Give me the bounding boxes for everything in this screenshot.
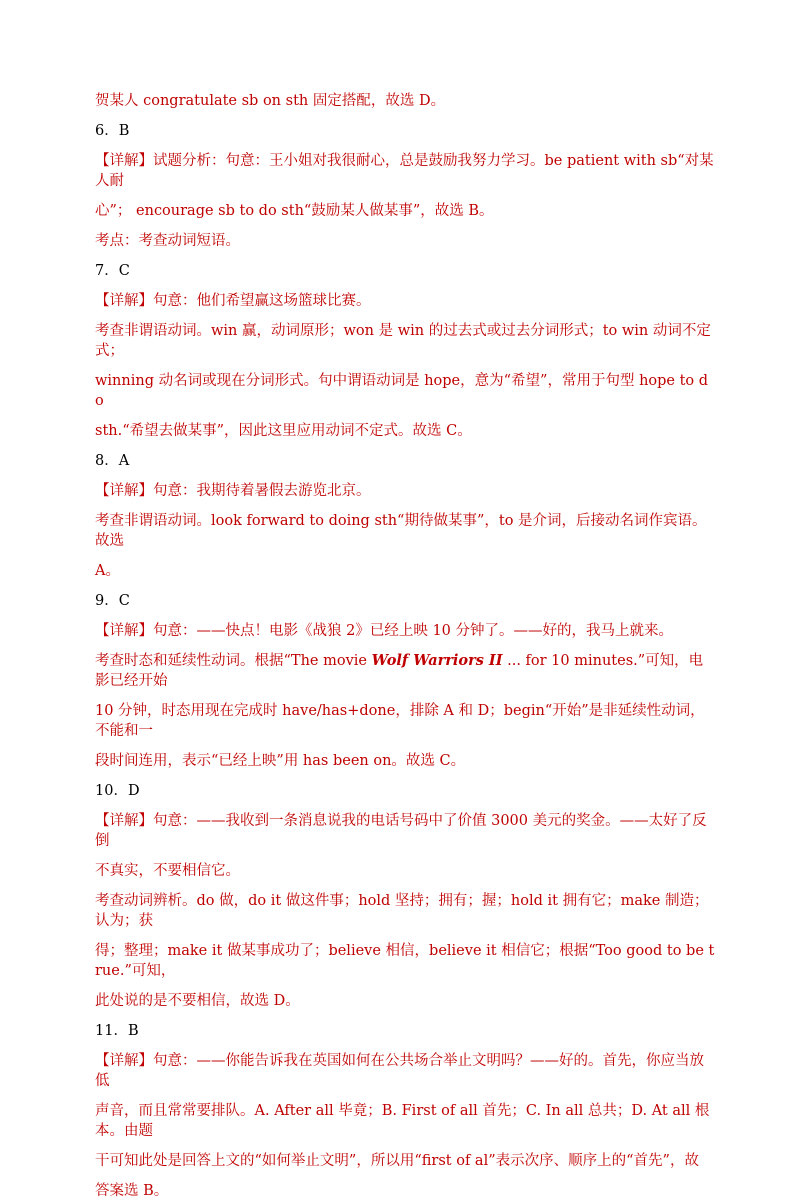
explanation-line: 得；整理；make it 做某事成功了；believe 相信，believe it 相信它；根据“Too good to be true.”可知， [95,943,715,979]
explanation-line: 声音，而且常常要排队。A. After all 毕竟；B. First of all 首先；C. In all 总共；D. At all 根本。由题 [95,1103,710,1139]
document-page [95,91,715,1201]
explanation-line: 答案选 B。 [95,1183,169,1199]
explanation-line: 考查动词辨析。do 做，do it 做这件事；hold 坚持；拥有；握；hold it 拥有它；make 制造；认为；获 [95,893,709,929]
explanation-line: 考查非谓语动词。look forward to doing sth“期待做某事”，to 是介词，后接动名词作宾语。故选 [95,513,707,549]
explanation-line: 【详解】句意：——你能告诉我在英国如何在公共场合举止文明吗？——好的。首先，你应当放低 [95,1053,704,1089]
answer-line-11: 11．B [95,1023,139,1039]
explanation-line: 【详解】句意：——我收到一条消息说我的电话号码中了价值 3000 美元的奖金。——太好了反倒 [95,813,707,849]
explanation-line: 10 分钟，时态用现在完成时 have/has+done，排除 A 和 D；begin“开始”是非延续性动词，不能和一 [95,703,705,739]
explanation-line: sth.“希望去做某事”，因此这里应用动词不定式。故选 C。 [95,423,472,439]
explanation-line: 【详解】句意：我期待着暑假去游览北京。 [95,483,371,499]
movie-title: Wolf Warriors II [371,652,503,669]
explanation-line: A。 [95,563,120,579]
explanation-line: 心”； encourage sb to do sth“鼓励某人做某事”，故选 B。 [95,203,494,219]
answer-line-10: 10．D [95,783,140,799]
explanation-text: ... for 10 minutes.”可知，电影已经开始 [95,653,704,689]
explanation-line: 段时间连用，表示“已经上映”用 has been on。故选 C。 [95,753,466,769]
explanation-line [95,651,715,691]
explanation-line: 贺某人 congratulate sb on sth 固定搭配，故选 D。 [95,93,446,109]
explanation-line: 此处说的是不要相信，故选 D。 [95,993,300,1009]
explanation-line: 考点：考查动词短语。 [95,233,240,249]
answer-line-9: 9．C [95,593,130,609]
answer-line-7: 7．C [95,263,130,279]
explanation-line: 【详解】试题分析：句意：王小姐对我很耐心，总是鼓励我努力学习。be patient with sb“对某人耐 [95,153,714,189]
explanation-line: 不真实，不要相信它。 [95,863,240,879]
answer-line-6: 6．B [95,123,130,139]
explanation-line: 考查非谓语动词。win 赢，动词原形；won 是 win 的过去式或过去分词形式；to win 动词不定式； [95,323,711,359]
explanation-text: 考查时态和延续性动词。根据“The movie [95,653,372,669]
explanation-line: 【详解】句意：他们希望赢这场篮球比赛。 [95,293,371,309]
explanation-line: winning 动名词或现在分词形式。句中谓语动词是 hope，意为“希望”，常用于句型 hope to do [95,373,709,409]
explanation-line: 【详解】句意：——快点！电影《战狼 2》已经上映 10 分钟了。——好的，我马上就来。 [95,623,674,639]
explanation-line: 干可知此处是回答上文的“如何举止文明”，所以用“first of al”表示次序、顺序上的“首先”，故 [95,1153,699,1169]
answer-line-8: 8．A [95,453,130,469]
